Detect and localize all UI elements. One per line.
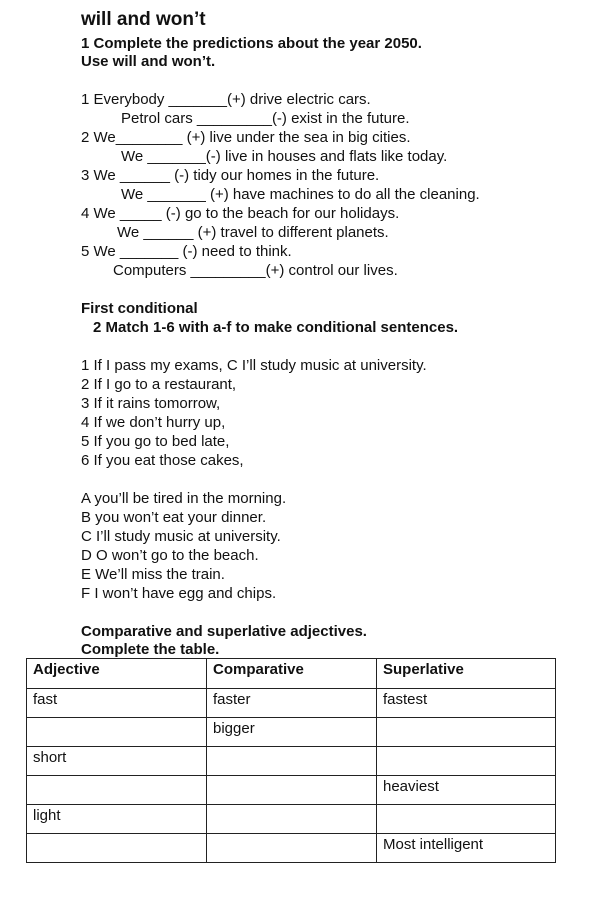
prediction-line: 5 We _______ (-) need to think. [81, 243, 292, 260]
result-clause: E We’ll miss the train. [81, 566, 225, 583]
conditional-clause: 5 If you go to bed late, [81, 433, 230, 450]
superlative-cell[interactable] [377, 747, 556, 776]
conditional-clause: 3 If it rains tomorrow, [81, 395, 221, 412]
prediction-line: 2 We________ (+) live under the sea in big cities. [81, 129, 411, 146]
superlative-cell[interactable]: fastest [377, 689, 556, 718]
section2-instruction: 2 Match 1-6 with a-f to make conditional sentences. [93, 319, 459, 336]
prediction-line: Petrol cars _________(-) exist in the future. [121, 110, 410, 127]
superlative-cell[interactable]: Most intelligent [377, 834, 556, 863]
adjective-cell[interactable] [27, 834, 207, 863]
result-clause: D O won’t go to the beach. [81, 547, 259, 564]
superlative-cell[interactable] [377, 718, 556, 747]
adjectives-table [26, 658, 556, 863]
result-clause: B you won’t eat your dinner. [81, 509, 267, 526]
prediction-line: 4 We _____ (-) go to the beach for our holidays. [81, 205, 400, 222]
prediction-line: We ______ (+) travel to different planets. [117, 224, 389, 241]
header-adjective: Adjective [27, 659, 207, 689]
section3-instruction: Complete the table. [81, 641, 220, 658]
prediction-line: 3 We ______ (-) tidy our homes in the future. [81, 167, 380, 184]
conditional-clause: 6 If you eat those cakes, [81, 452, 244, 469]
worksheet-title: will and won’t [81, 9, 206, 30]
section1-instruction: Use will and won’t. [81, 53, 216, 70]
conditional-clause: 4 If we don’t hurry up, [81, 414, 226, 431]
conditional-clause: 2 If I go to a restaurant, [81, 376, 237, 393]
table-header-row [27, 659, 556, 689]
header-comparative: Comparative [207, 659, 377, 689]
header-superlative: Superlative [377, 659, 556, 689]
table-row [27, 689, 556, 718]
adjective-cell[interactable]: fast [27, 689, 207, 718]
table-row [27, 805, 556, 834]
comparative-cell[interactable]: bigger [207, 718, 377, 747]
prediction-line: 1 Everybody _______(+) drive electric cars. [81, 91, 371, 108]
result-clause: F I won’t have egg and chips. [81, 585, 277, 602]
result-clause: A you’ll be tired in the morning. [81, 490, 287, 507]
section1-heading: 1 Complete the predictions about the year 2050. [81, 35, 422, 52]
comparative-cell[interactable] [207, 805, 377, 834]
comparative-cell[interactable]: faster [207, 689, 377, 718]
section3-heading: Comparative and superlative adjectives. [81, 623, 367, 640]
table-row [27, 776, 556, 805]
superlative-cell[interactable] [377, 805, 556, 834]
superlative-cell[interactable]: heaviest [377, 776, 556, 805]
adjective-cell[interactable] [27, 776, 207, 805]
prediction-line: We _______ (+) have machines to do all the cleaning. [121, 186, 480, 203]
comparative-cell[interactable] [207, 776, 377, 805]
prediction-line: Computers _________(+) control our lives. [113, 262, 398, 279]
table-row [27, 718, 556, 747]
prediction-line: We _______(-) live in houses and flats like today. [121, 148, 448, 165]
adjective-cell[interactable]: short [27, 747, 207, 776]
comparative-cell[interactable] [207, 834, 377, 863]
adjective-cell[interactable] [27, 718, 207, 747]
conditional-clause: 1 If I pass my exams, C I’ll study music at university. [81, 357, 427, 374]
comparative-cell[interactable] [207, 747, 377, 776]
section2-heading: First conditional [81, 300, 198, 317]
table-row [27, 834, 556, 863]
result-clause: C I’ll study music at university. [81, 528, 281, 545]
adjective-cell[interactable]: light [27, 805, 207, 834]
table-row [27, 747, 556, 776]
